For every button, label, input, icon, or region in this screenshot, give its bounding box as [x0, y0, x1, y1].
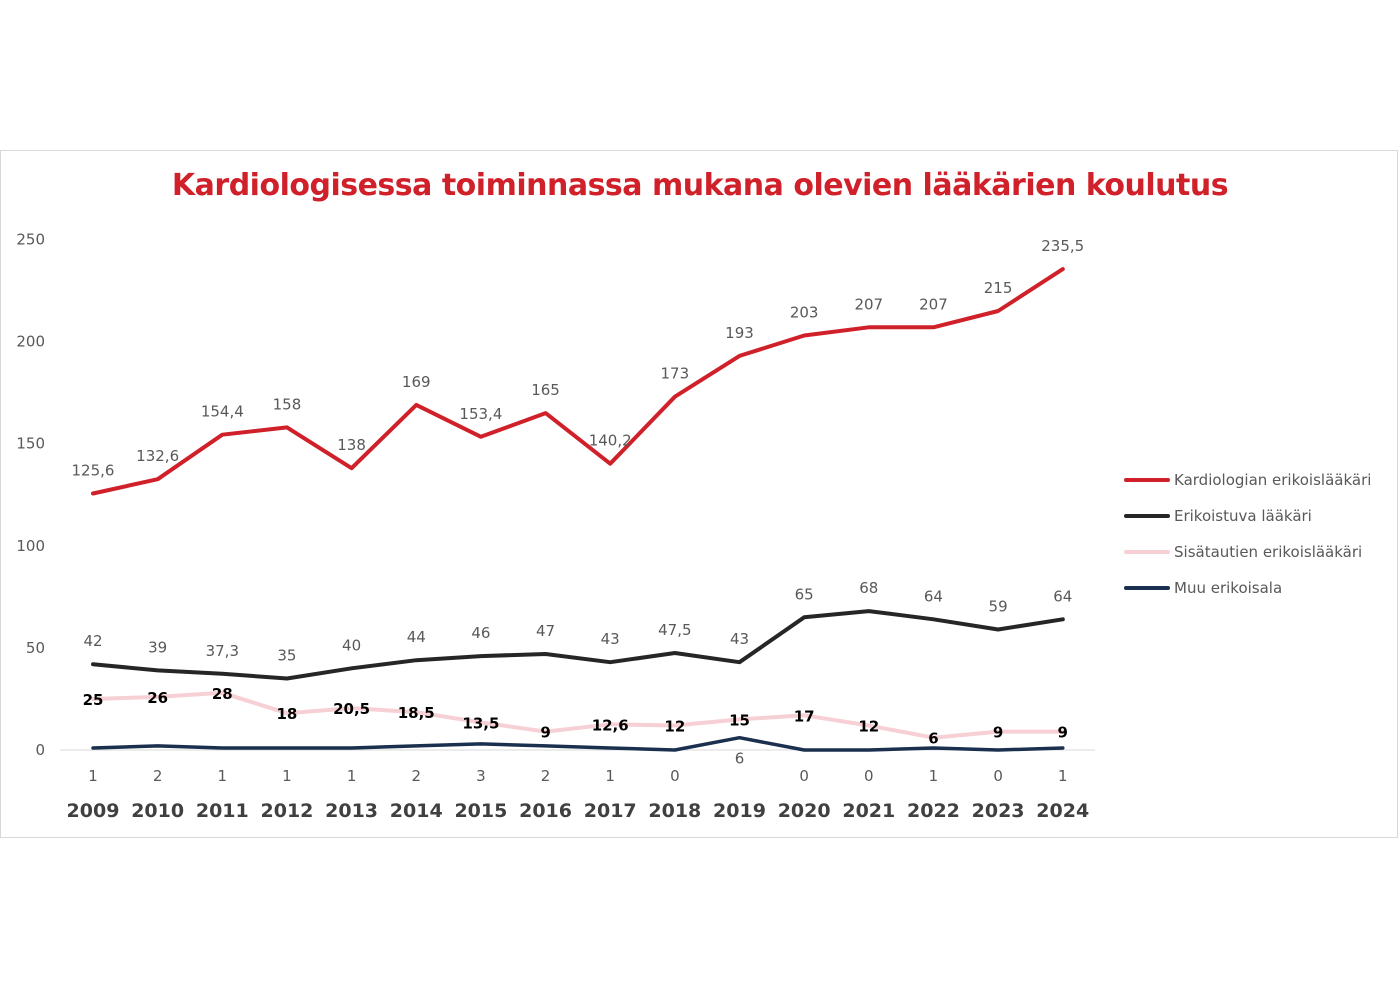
data-label: 39 — [148, 638, 168, 657]
series-line — [93, 738, 1063, 750]
y-tick-label: 250 — [16, 230, 45, 249]
data-label: 0 — [799, 767, 809, 785]
x-tick-label: 2020 — [777, 800, 831, 822]
legend-swatch — [1124, 586, 1170, 590]
data-label: 1 — [928, 767, 939, 785]
data-label: 59 — [988, 597, 1008, 616]
data-label: 207 — [919, 295, 948, 314]
x-tick-label: 2024 — [1036, 800, 1090, 822]
data-label: 6 — [928, 729, 939, 748]
data-label: 165 — [531, 381, 560, 400]
data-label: 43 — [729, 630, 750, 649]
data-label: 2 — [411, 767, 422, 785]
x-tick-label: 2011 — [195, 800, 249, 822]
data-label: 3 — [476, 767, 486, 785]
data-label: 193 — [725, 323, 754, 342]
data-label: 47,5 — [658, 621, 692, 640]
data-label: 46 — [471, 624, 491, 643]
data-label: 15 — [729, 711, 750, 730]
data-label: 9 — [540, 723, 551, 742]
data-label: 28 — [211, 684, 233, 703]
data-label: 26 — [147, 688, 169, 707]
legend-swatch — [1124, 550, 1170, 554]
data-label: 158 — [272, 395, 302, 414]
data-label: 203 — [789, 303, 819, 322]
x-tick-label: 2017 — [583, 800, 637, 822]
legend-label: Kardiologian erikoislääkäri — [1174, 471, 1372, 489]
data-label: 47 — [536, 622, 556, 641]
data-label: 132,6 — [136, 447, 180, 466]
data-label: 65 — [794, 585, 814, 604]
data-label: 18,5 — [397, 704, 435, 723]
data-label: 35 — [277, 646, 297, 665]
y-tick-label: 200 — [16, 332, 45, 351]
series-lines — [93, 269, 1063, 750]
data-label: 42 — [83, 632, 103, 651]
data-label: 138 — [337, 436, 366, 455]
data-label: 6 — [734, 749, 745, 768]
legend-item — [1124, 462, 1371, 498]
data-label: 12 — [858, 717, 880, 736]
legend-label: Sisätautien erikoislääkäri — [1174, 543, 1363, 561]
x-tick-label: 2023 — [971, 800, 1025, 822]
data-label: 64 — [1053, 587, 1073, 606]
legend-item — [1124, 498, 1371, 534]
x-tick-label: 2022 — [907, 800, 960, 822]
y-tick-label: 0 — [35, 741, 45, 759]
x-tick-label: 2018 — [648, 800, 702, 822]
x-tick-label: 2010 — [131, 800, 185, 822]
x-tick-label: 2009 — [66, 800, 120, 822]
data-label: 125,6 — [71, 461, 115, 480]
data-label: 215 — [983, 278, 1013, 297]
chart-title: Kardiologisessa toiminnassa mukana olevien lääkärien koulutus — [171, 168, 1229, 203]
data-label: 9 — [992, 723, 1004, 742]
x-tick-label: 2015 — [454, 800, 508, 822]
data-label: 1 — [217, 767, 228, 785]
x-tick-label: 2016 — [519, 800, 572, 822]
data-label: 1 — [282, 767, 292, 785]
data-label: 68 — [859, 579, 879, 598]
data-label: 153,4 — [459, 404, 503, 423]
data-label: 207 — [854, 295, 884, 314]
data-label: 40 — [342, 636, 362, 655]
y-tick-label: 50 — [25, 638, 45, 657]
data-label: 154,4 — [200, 402, 244, 421]
y-tick-label: 150 — [16, 434, 45, 453]
legend-swatch — [1124, 478, 1170, 482]
data-labels — [72, 237, 1085, 785]
data-label: 1 — [88, 767, 98, 785]
data-label: 12,6 — [591, 716, 629, 735]
data-label: 0 — [864, 767, 874, 785]
data-label: 12 — [664, 717, 686, 736]
series-line — [93, 693, 1063, 738]
legend-item — [1124, 570, 1371, 606]
data-label: 173 — [660, 364, 690, 383]
data-label: 43 — [600, 630, 620, 649]
data-label: 25 — [82, 690, 104, 709]
data-label: 2 — [152, 767, 163, 785]
data-label: 0 — [993, 767, 1003, 785]
x-tick-label: 2019 — [713, 800, 766, 822]
data-label: 235,5 — [1041, 237, 1085, 256]
legend-swatch — [1124, 514, 1170, 518]
series-line — [93, 269, 1063, 493]
data-label: 2 — [540, 767, 551, 785]
x-tick-label: 2012 — [260, 800, 314, 822]
x-tick-label: 2014 — [389, 800, 443, 822]
data-label: 140,2 — [588, 431, 632, 450]
data-label: 9 — [1057, 723, 1068, 742]
y-tick-label: 100 — [16, 536, 45, 555]
legend-label: Erikoistuva lääkäri — [1174, 507, 1312, 525]
legend-label: Muu erikoisala — [1174, 579, 1283, 597]
data-label: 37,3 — [205, 641, 240, 660]
data-label: 1 — [1057, 767, 1068, 785]
data-label: 1 — [346, 767, 357, 785]
data-label: 64 — [923, 587, 943, 606]
data-label: 0 — [670, 767, 680, 785]
data-label: 13,5 — [462, 714, 500, 733]
legend — [1124, 462, 1371, 606]
data-label: 44 — [406, 628, 426, 647]
data-label: 18 — [276, 705, 298, 724]
data-label: 169 — [401, 372, 431, 391]
data-label: 17 — [793, 707, 815, 726]
legend-item — [1124, 534, 1371, 570]
x-tick-label: 2013 — [325, 800, 379, 822]
x-tick-label: 2021 — [842, 800, 896, 822]
data-label: 20,5 — [333, 700, 371, 719]
data-label: 1 — [605, 767, 615, 785]
